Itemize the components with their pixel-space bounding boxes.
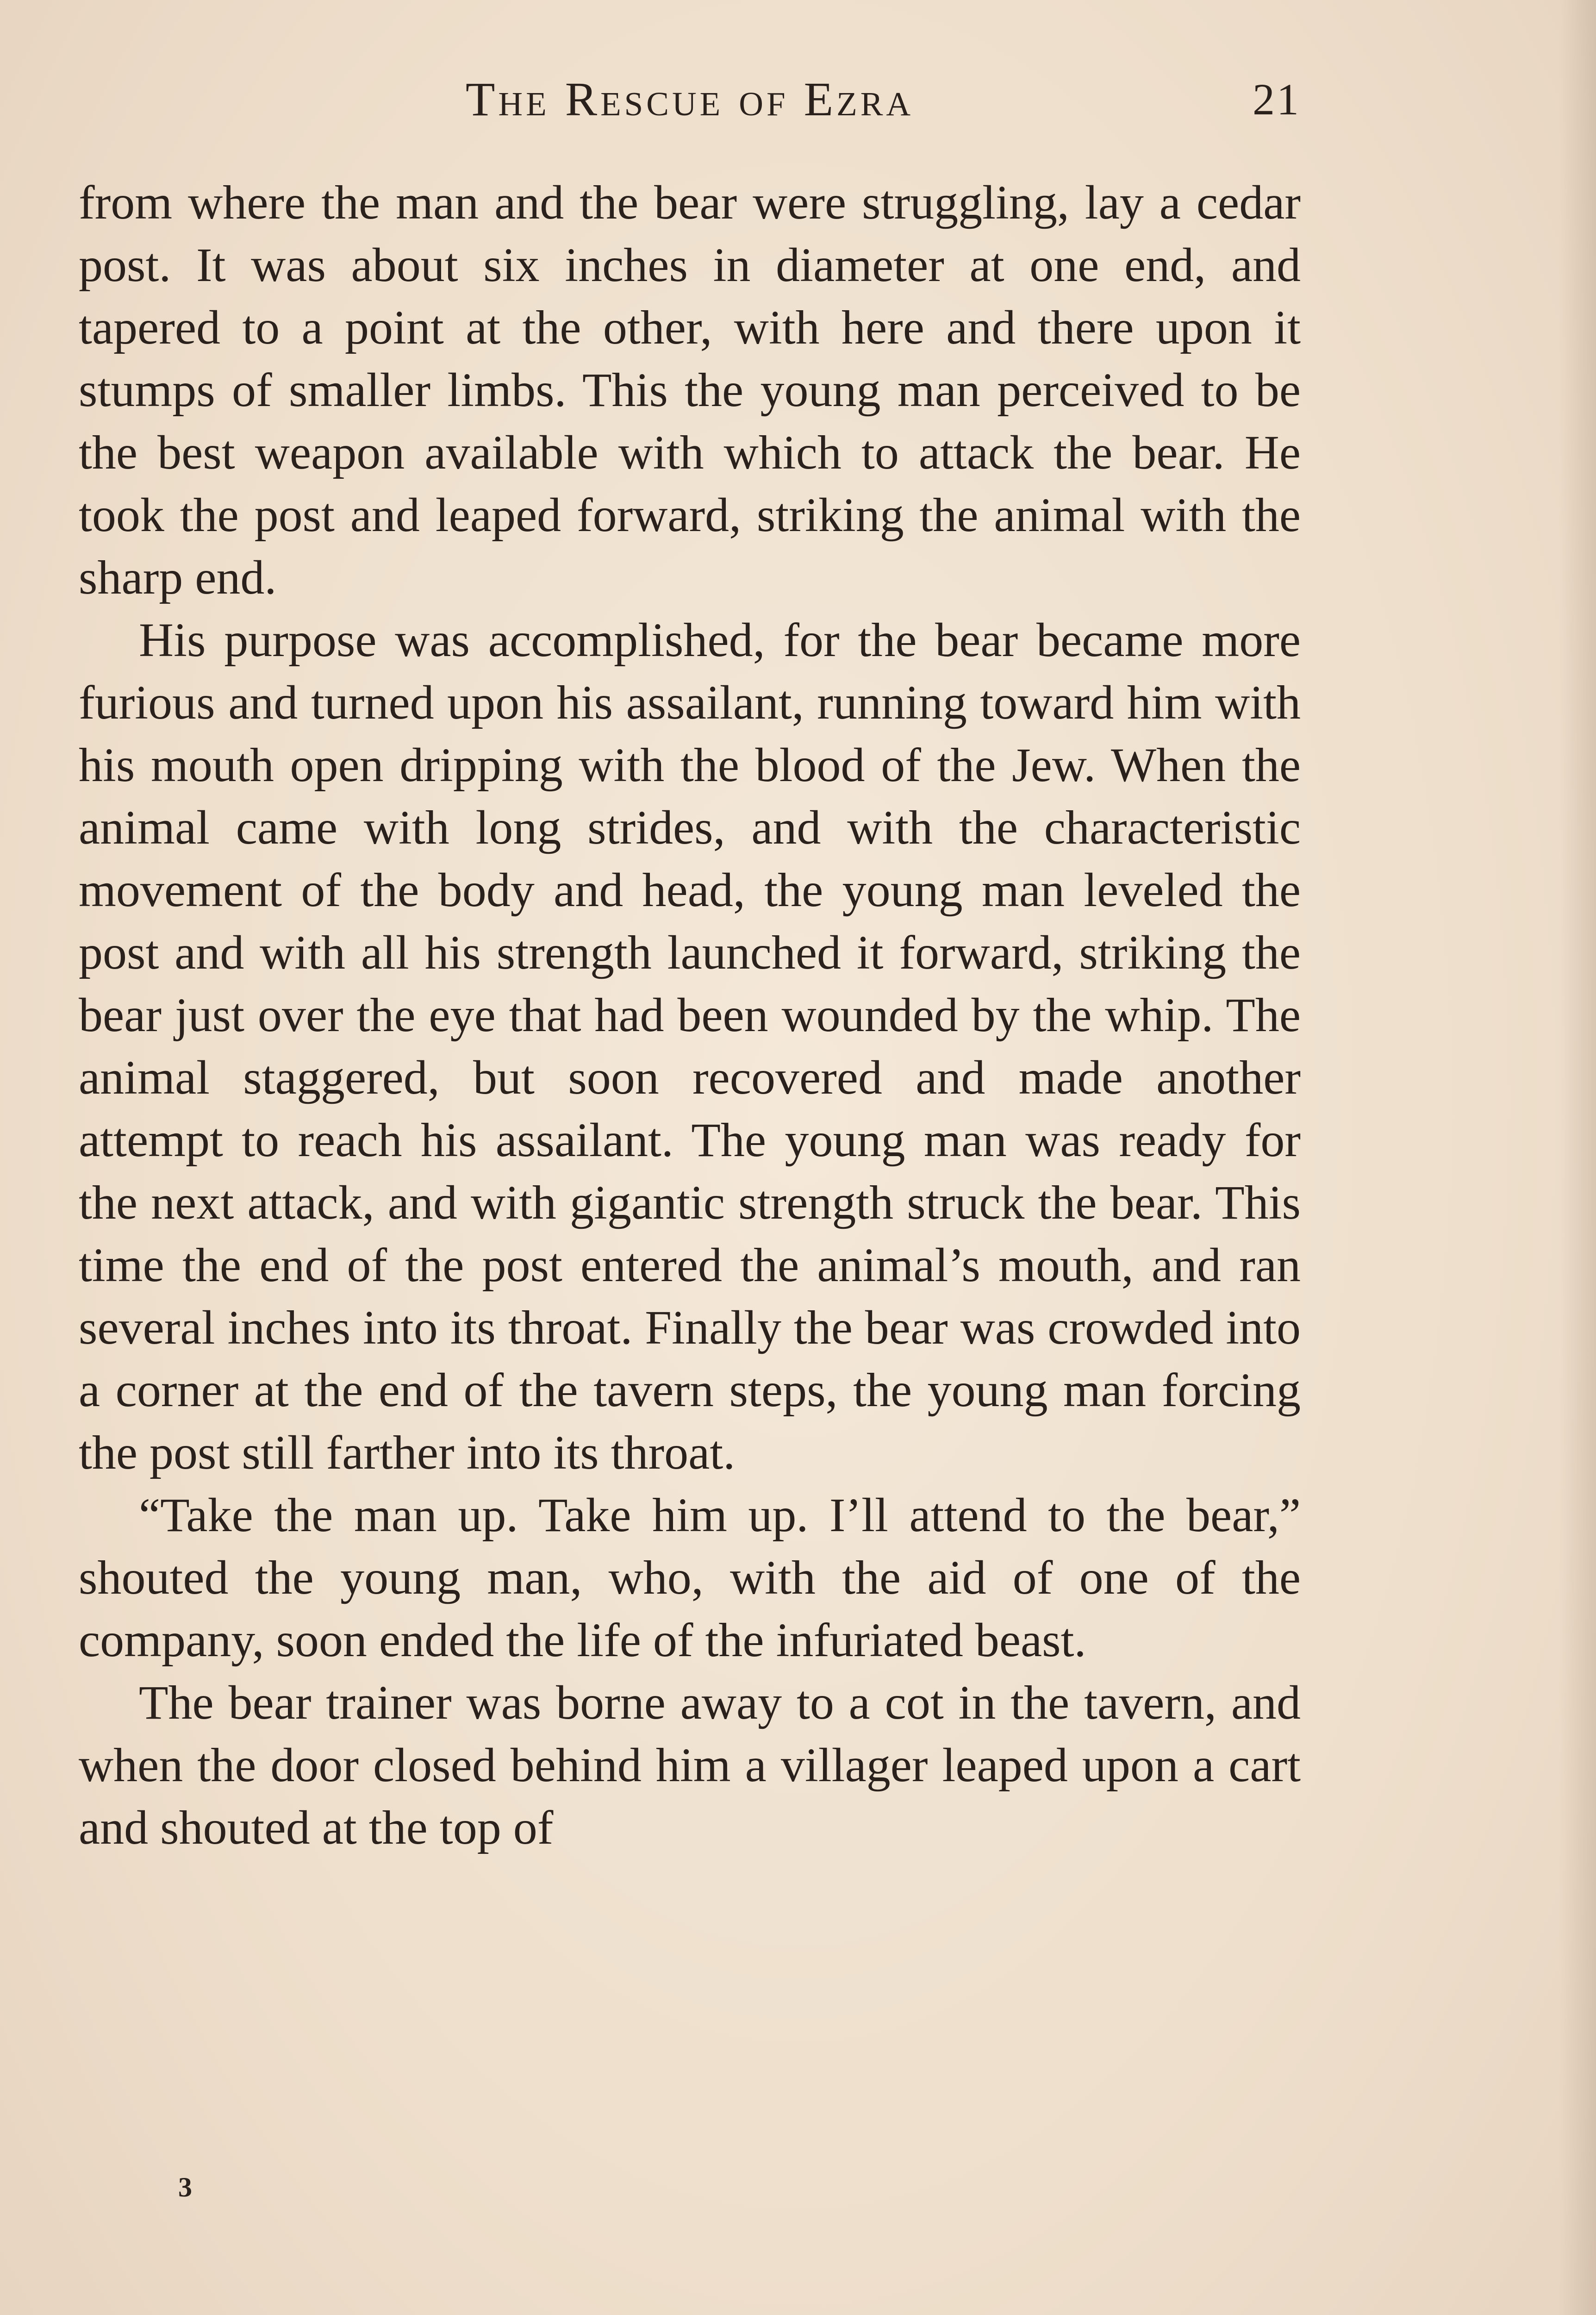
signature-mark: 3 (178, 2172, 192, 2202)
body-text (79, 171, 1301, 1859)
page-header (79, 65, 1301, 134)
paragraph: The bear trainer was borne away to a cot in the tavern, and when the door closed behind him a villager leaped upon a cart and shouted at the top of (79, 1676, 1301, 1854)
paragraph: His purpose was accomplished, for the bear became more furious and turned upon his assailant, running toward him with his mouth open dripping with the blood of the Jew. When the animal came with long strides, and with the characteristic movement of the body and head, the young man leveled the post and with all his strength launched it forward, striking the bear just over the eye that had been wounded by the whip. The animal staggered, but soon recovered and made another attempt to reach his assailant. The young man was ready for the next attack, and with gigantic strength struck the bear. This time the end of the post entered the animal’s mouth, and ran several inches into its throat. Finally the bear was crowded into a corner at the end of the tavern steps, the young man forcing the post still farther into its throat. (79, 613, 1301, 1479)
page-number: 21 (1253, 75, 1301, 124)
running-title: The Rescue of Ezra (465, 73, 914, 126)
paragraph: “Take the man up. Take him up. I’ll attend to the bear,” shouted the young man, who, with the aid of one of the company, soon ended the life of the infuriated beast. (79, 1489, 1301, 1667)
paragraph-continued: from where the man and the bear were struggling, lay a cedar post. It was about six inches in diameter at one end, and tapered to a point at the other, with here and there upon it stumps of smaller limbs. This the young man perceived to be the best weapon available with which to attack the bear. He took the post and leaped forward, striking the animal with the sharp end. (79, 176, 1301, 604)
